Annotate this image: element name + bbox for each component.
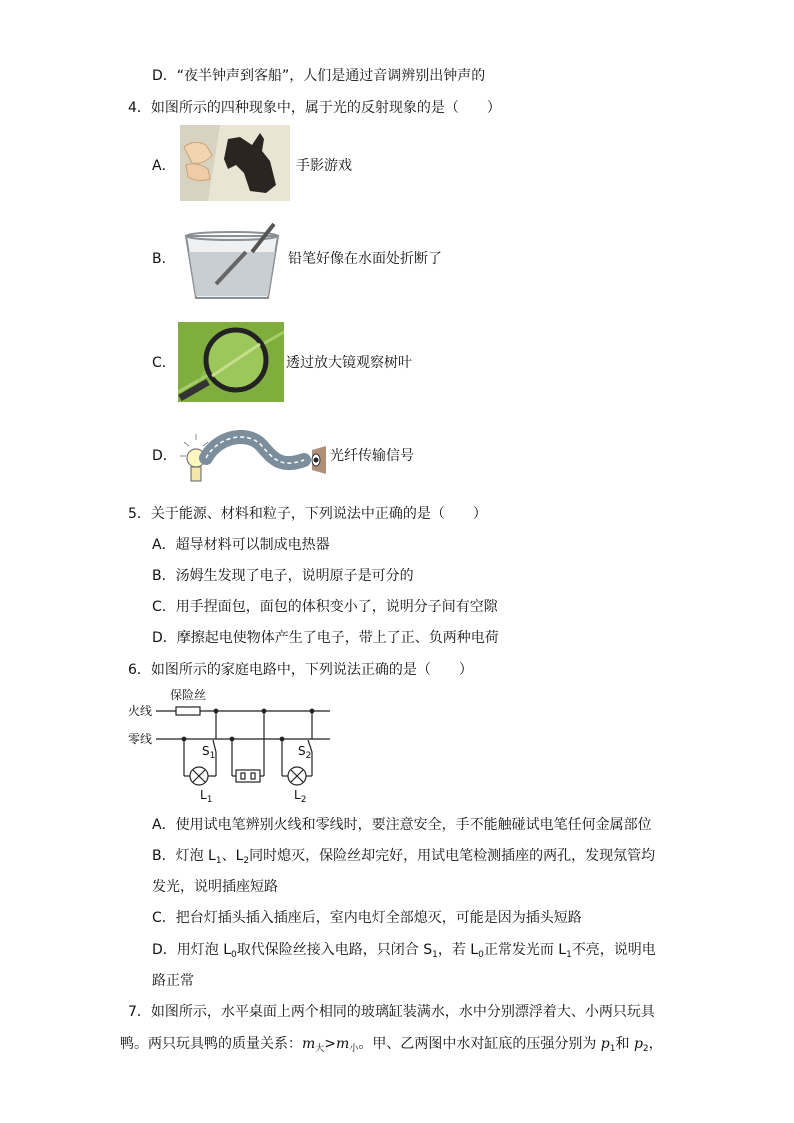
live-wire-label: 火线: [128, 704, 153, 718]
q4-option-d-label: D．: [152, 448, 177, 464]
q7-stem-line2: 鸭。两只玩具鸭的质量关系：$m_大>m_小$。甲、乙两图中水对缸底的压强分别为 $p_1$和 $p_2$，: [120, 1036, 663, 1054]
q6-option-a: A．使用试电笔辨别火线和零线时，要注意安全，手不能触碰试电笔任何金属部位: [152, 817, 652, 833]
q5-option-d: D．摩擦起电使物体产生了电子，带上了正、负两种电荷: [152, 630, 499, 646]
q6-option-b-cont: 发光，说明插座短路: [152, 879, 278, 895]
switch-s1-label: $S_1$: [202, 744, 216, 761]
q6-stem: 6．如图所示的家庭电路中，下列说法正确的是（ ）: [128, 662, 473, 678]
household-circuit-diagram: [126, 688, 342, 806]
q4-option-a-caption: 手影游戏: [296, 158, 352, 174]
lamp-l2-label: $L_2$: [294, 788, 307, 805]
q4-stem: 4．如图所示的四种现象中，属于光的反射现象的是（ ）: [128, 100, 501, 116]
q5-option-c: C．用手捏面包，面包的体积变小了，说明分子间有空隙: [152, 599, 498, 615]
q5-option-a: A．超导材料可以制成电热器: [152, 537, 330, 553]
q4-option-c-caption: 透过放大镜观察树叶: [286, 355, 412, 371]
q6-option-d-cont: 路正常: [152, 973, 194, 989]
q4-option-a-label: A．: [152, 158, 176, 174]
q4-option-d-caption: 光纤传输信号: [330, 448, 414, 464]
q6-option-c: C．把台灯插头插入插座后，室内电灯全部熄灭，可能是因为插头短路: [152, 910, 582, 926]
q3-option-d: D．“夜半钟声到客船”，人们是通过音调辨别出钟声的: [152, 68, 486, 84]
hand-shadow-image: [180, 125, 290, 201]
q7-stem-line1: 7．如图所示，水平桌面上两个相同的玻璃缸装满水，水中分别漂浮着大、小两只玩具: [128, 1004, 655, 1020]
switch-s2-label: $S_2$: [298, 744, 312, 761]
fuse-label: 保险丝: [170, 688, 207, 702]
q6-option-b: B．灯泡 $L_1$、$L_2$同时熄灭，保险丝却完好，用试电笔检测插座的两孔，发现氖管均: [152, 848, 656, 866]
q4-option-b-caption: 铅笔好像在水面处折断了: [288, 251, 442, 267]
optical-fiber-image: [178, 430, 328, 488]
q4-option-c-label: C．: [152, 355, 176, 371]
q5-option-b: B．汤姆生发现了电子，说明原子是可分的: [152, 568, 414, 584]
q6-option-d: D．用灯泡 $L_0$取代保险丝接入电路，只闭合 $S_1$，若 $L_0$正常发光而 $L_1$不亮，说明电: [152, 942, 656, 960]
q5-stem: 5．关于能源、材料和粒子，下列说法中正确的是（ ）: [128, 506, 487, 522]
q4-option-b-label: B．: [152, 251, 176, 267]
neutral-wire-label: 零线: [128, 732, 153, 746]
lamp-l1-label: $L_1$: [200, 788, 213, 805]
pencil-in-water-image: [180, 222, 284, 302]
magnifier-leaf-image: [178, 322, 284, 402]
